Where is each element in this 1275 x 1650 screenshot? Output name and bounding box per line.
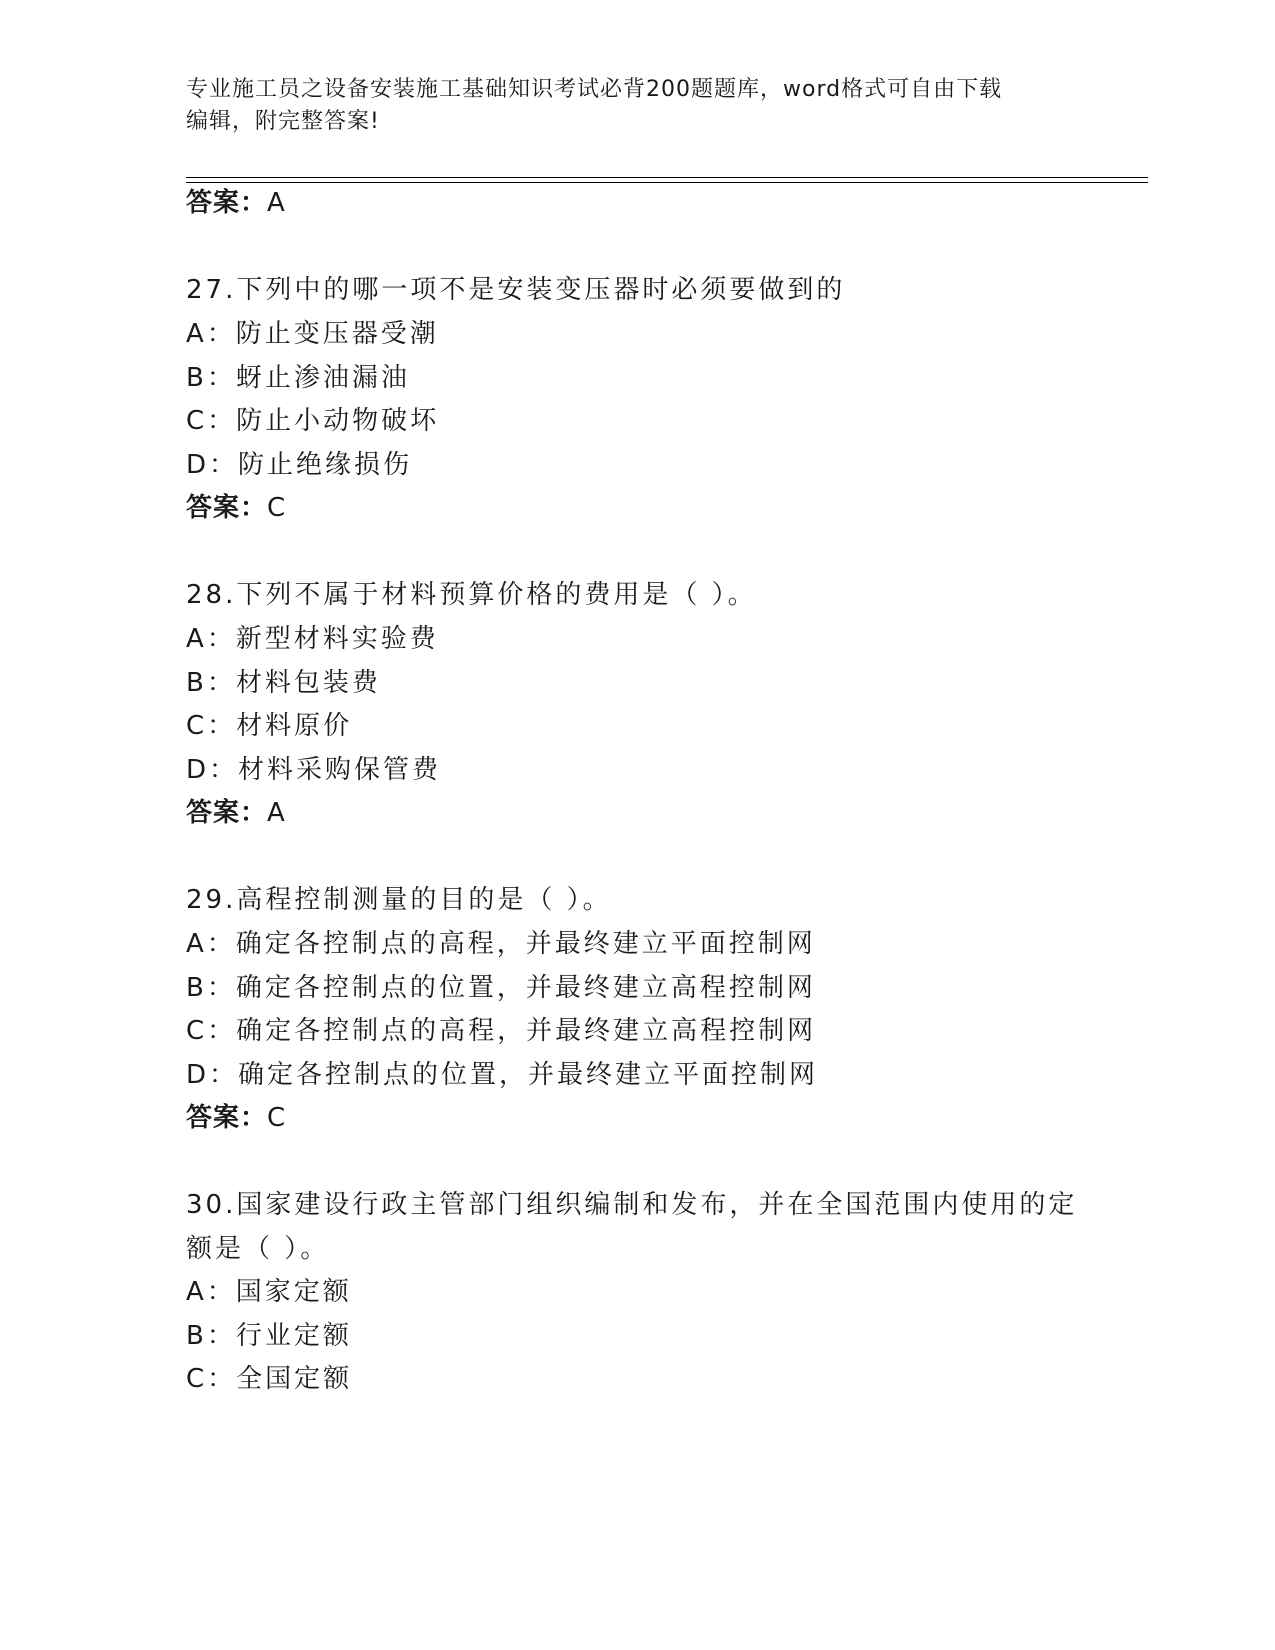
header-divider-bottom	[186, 182, 1148, 183]
option-c: C：全国定额	[186, 1364, 353, 1394]
question-stem-line-2: 额是（ ）。	[186, 1234, 330, 1264]
header-title-line-2: 编辑，附完整答案!	[186, 109, 380, 134]
answer-value: C	[267, 1103, 287, 1133]
option-b: B：行业定额	[186, 1321, 352, 1351]
option-b: B：材料包装费	[186, 668, 381, 698]
answer-label: 答案：	[186, 188, 268, 218]
option-c: C：确定各控制点的高程，并最终建立高程控制网	[186, 1016, 817, 1046]
header-title-line-1: 专业施工员之设备安装施工基础知识考试必背200题题库，word格式可自由下载	[186, 77, 1003, 102]
answer-value: C	[267, 493, 287, 523]
answer-label: 答案：	[186, 1103, 268, 1133]
document-header	[186, 74, 1066, 138]
question-stem-line-1: 30.国家建设行政主管部门组织编制和发布，并在全国范围内使用的定	[186, 1190, 1078, 1220]
option-d: D：确定各控制点的位置，并最终建立平面控制网	[186, 1060, 819, 1090]
answer-value: A	[267, 798, 286, 828]
option-a: A：防止变压器受潮	[186, 319, 439, 349]
option-d: D：防止绝缘损伤	[186, 450, 413, 480]
option-c: C：材料原价	[186, 711, 353, 741]
answer-line	[186, 796, 286, 830]
answer-value: A	[267, 188, 286, 218]
question-stem: 28.下列不属于材料预算价格的费用是（ ）。	[186, 580, 757, 610]
answer-line	[186, 491, 286, 525]
question-stem: 27.下列中的哪一项不是安装变压器时必须要做到的	[186, 275, 846, 305]
question-stem: 29.高程控制测量的目的是（ ）。	[186, 885, 612, 915]
answer-line	[186, 186, 286, 220]
header-divider-top	[186, 177, 1148, 178]
option-a: A：国家定额	[186, 1277, 352, 1307]
option-a: A：新型材料实验费	[186, 624, 439, 654]
option-b: B：蚜止渗油漏油	[186, 363, 410, 393]
option-b: B：确定各控制点的位置，并最终建立高程控制网	[186, 973, 816, 1003]
option-c: C：防止小动物破坏	[186, 406, 440, 436]
option-a: A：确定各控制点的高程，并最终建立平面控制网	[186, 929, 816, 959]
answer-label: 答案：	[186, 493, 268, 523]
option-d: D：材料采购保管费	[186, 755, 442, 785]
answer-line	[186, 1101, 286, 1135]
answer-label: 答案：	[186, 798, 268, 828]
